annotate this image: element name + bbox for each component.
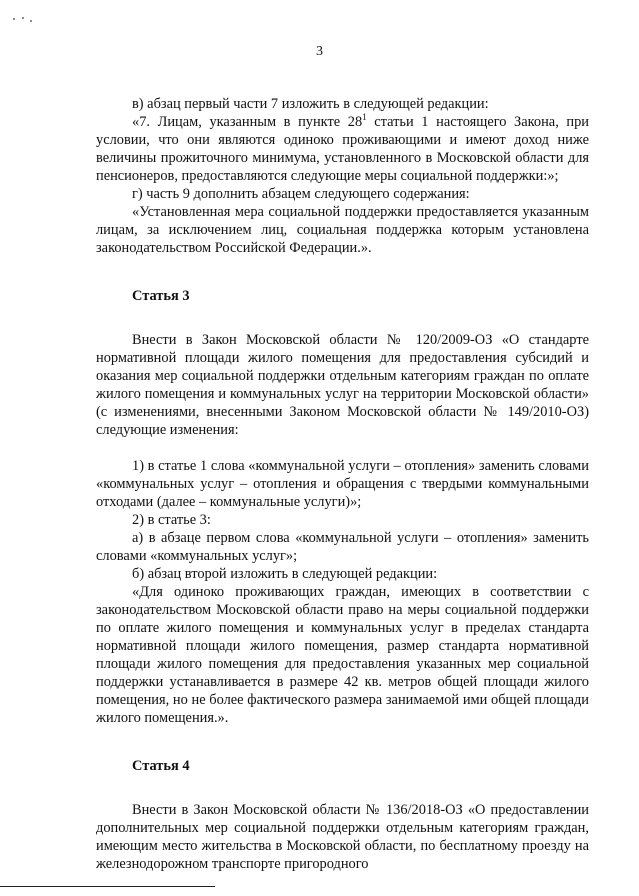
- scan-speck: [30, 20, 32, 22]
- paragraph-part-7-text: «7. Лицам, указанным в пункте $28^1$ статьи 1 настоящего Закона, при условии, что они являются одиноко проживающими и имеют доход ниже величины прожиточного минимума, установленного в Московской области для пенсионеров, предоставляются следующие меры социальной поддержки:»;: [96, 112, 589, 184]
- paragraph-part-9-addition: «Установленная мера социальной поддержки предоставляется указанным лицам, за исключением лиц, социальная поддержка которым установлена законодательством Российской Федерации.».: [96, 204, 589, 256]
- paragraph-item-g: г) часть 9 дополнить абзацем следующего содержания:: [132, 186, 470, 202]
- document-body: [96, 95, 589, 873]
- scan-speck: [13, 18, 15, 20]
- article-4-intro: Внести в Закон Московской области № 136/2018-ОЗ «О предоставлении дополнительных мер социальной поддержки отдельным категориям граждан, имеющим место жительства в Московской области, по бесплатному проезду на железнодорожном транспорте пригородного: [96, 802, 589, 872]
- scan-speck: [22, 17, 24, 19]
- bottom-rule: [0, 886, 215, 887]
- article-3-intro: Внести в Закон Московской области № 120/2009-ОЗ «О стандарте нормативной площади жилого помещения для предоставления субсидий и оказания мер социальной поддержки отдельным категориям граждан по оплате жилого помещения и коммунальных услуг на территории Московской области» (с изменениями, внесенными Законом Московской области № 149/2010-ОЗ) следующие изменения:: [96, 332, 589, 438]
- article-3-new-paragraph: «Для одиноко проживающих граждан, имеющих в соответствии с законодательством Московской области право на меры социальной поддержки по оплате жилого помещения и коммунальных услуг в пределах стандарта нормативной площади жилого помещения, размер стандарта нормативной площади жилого помещения для предоставления указанных мер социальной поддержки устанавливается в размере 42 кв. метров общей площади жилого помещения, но не более фактического размера занимаемой ими общей площади жилого помещения.».: [96, 584, 589, 726]
- article-3-item-2b: б) абзац второй изложить в следующей редакции:: [132, 566, 438, 582]
- page-number: 3: [316, 44, 323, 59]
- article-4-heading: Статья 4: [132, 758, 190, 774]
- article-3-item-2a: а) в абзаце первом слова «коммунальной услуги – отопления» заменить словами «коммунальных услуг»;: [96, 530, 589, 564]
- article-3-heading: Статья 3: [132, 288, 190, 304]
- paragraph-item-v: в) абзац первый части 7 изложить в следующей редакции:: [132, 96, 489, 112]
- article-3-item-2: 2) в статье 3:: [132, 512, 211, 528]
- article-3-item-1: 1) в статье 1 слова «коммунальной услуги – отопления» заменить словами «коммунальных услуг – отопления и обращения с твердыми коммунальными отходами (далее – коммунальные услуги)»;: [96, 458, 589, 510]
- spacer: [96, 439, 589, 457]
